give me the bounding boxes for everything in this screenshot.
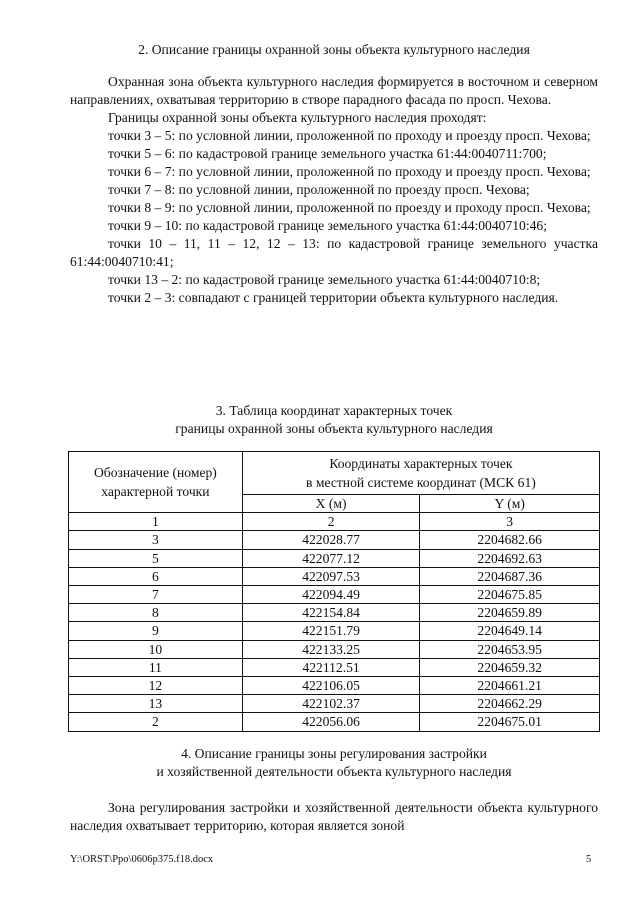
x-coordinate-cell: 422077.12: [242, 549, 420, 567]
y-coordinate-cell: 2204675.85: [420, 586, 600, 604]
table-row: [69, 677, 600, 695]
border-item: точки 8 – 9: по условной линии, проложенной по проезду и проходу просп. Чехова;: [108, 200, 591, 215]
border-item: точки 9 – 10: по кадастровой границе земельного участка 61:44:0040710:46;: [108, 218, 547, 233]
border-item: точки 7 – 8: по условной линии, проложенной по проезду просп. Чехова;: [108, 182, 530, 197]
border-item: точки 13 – 2: по кадастровой границе земельного участка 61:44:0040710:8;: [108, 272, 541, 287]
section-4-title-line2: и хозяйственной деятельности объекта культурного наследия: [156, 764, 512, 779]
table-row: [69, 549, 600, 567]
point-number-header: [69, 452, 243, 513]
point-number-cell: 7: [69, 586, 243, 604]
y-coordinate-cell: 2204692.63: [420, 549, 600, 567]
section-2-body: [70, 73, 598, 307]
y-coordinate-cell: 2204653.95: [420, 640, 600, 658]
borders-lead: Границы охранной зоны объекта культурного наследия проходят:: [108, 110, 487, 125]
y-coordinate-cell: 2204682.66: [420, 531, 600, 549]
coordinates-table: [68, 451, 600, 732]
x-coordinate-cell: 422133.25: [242, 640, 420, 658]
x-coordinate-cell: 422056.06: [242, 713, 420, 731]
table-row: [69, 531, 600, 549]
y-coordinate-cell: 2204661.21: [420, 677, 600, 695]
y-header: Y (м): [420, 495, 600, 513]
section-2-intro: Охранная зона объекта культурного наследия формируется в восточном и северном направлениях, охватывая территорию в створе парадного фасада по просп. Чехова.: [70, 74, 598, 107]
column-number: 1: [69, 513, 243, 531]
table-row: [69, 586, 600, 604]
column-numbering-row: [69, 513, 600, 531]
footer-page-number: 5: [586, 854, 592, 865]
x-coordinate-cell: 422154.84: [242, 604, 420, 622]
point-number-cell: 2: [69, 713, 243, 731]
coordinates-header-line2: в местной системе координат (МСК 61): [306, 475, 536, 490]
x-header: X (м): [242, 495, 420, 513]
y-coordinate-cell: 2204675.01: [420, 713, 600, 731]
point-number-cell: 11: [69, 658, 243, 676]
border-item: точки 2 – 3: совпадают с границей территории объекта культурного наследия.: [108, 290, 559, 305]
table-row: [69, 658, 600, 676]
y-coordinate-cell: 2204649.14: [420, 622, 600, 640]
y-coordinate-cell: 2204659.32: [420, 658, 600, 676]
table-row: [69, 567, 600, 585]
point-number-cell: 10: [69, 640, 243, 658]
section-4-intro: Зона регулирования застройки и хозяйственной деятельности объекта культурного наследия охватывает территорию, которая является зоной: [70, 800, 598, 833]
point-number-cell: 6: [69, 567, 243, 585]
table-row: [69, 640, 600, 658]
table-row: [69, 713, 600, 731]
point-number-cell: 9: [69, 622, 243, 640]
y-coordinate-cell: 2204687.36: [420, 567, 600, 585]
x-coordinate-cell: 422028.77: [242, 531, 420, 549]
point-number-cell: 12: [69, 677, 243, 695]
column-number: 3: [420, 513, 600, 531]
border-item: точки 5 – 6: по кадастровой границе земельного участка 61:44:0040711:700;: [108, 146, 547, 161]
x-coordinate-cell: 422097.53: [242, 567, 420, 585]
point-number-header-line1: Обозначение (номер): [93, 465, 217, 481]
coordinates-header: [242, 452, 599, 495]
section-3-title: [70, 402, 598, 438]
x-coordinate-cell: 422102.37: [242, 695, 420, 713]
border-item: точки 10 – 11, 11 – 12, 12 – 13: по кадастровой границе земельного участка 61:44:0040710:41;: [70, 236, 598, 269]
section-4-body: [70, 799, 598, 835]
section-2-title: 2. Описание границы охранной зоны объекта культурного наследия: [138, 42, 530, 57]
footer-file-path: Y:\ORST\Ppo\0606p375.f18.docx: [70, 854, 214, 865]
coordinates-header-line1: Координаты характерных точек: [329, 456, 513, 471]
section-3-title-line1: 3. Таблица координат характерных точек: [215, 403, 453, 418]
table-row: [69, 695, 600, 713]
y-coordinate-cell: 2204662.29: [420, 695, 600, 713]
section-3-title-line2: границы охранной зоны объекта культурного наследия: [175, 421, 493, 436]
x-coordinate-cell: 422151.79: [242, 622, 420, 640]
y-coordinate-cell: 2204659.89: [420, 604, 600, 622]
x-coordinate-cell: 422094.49: [242, 586, 420, 604]
border-item: точки 3 – 5: по условной линии, проложенной по проходу и проезду просп. Чехова;: [108, 128, 591, 143]
column-number: 2: [242, 513, 420, 531]
point-number-cell: 8: [69, 604, 243, 622]
x-coordinate-cell: 422106.05: [242, 677, 420, 695]
section-4-title-line1: 4. Описание границы зоны регулирования застройки: [181, 746, 487, 761]
point-number-cell: 5: [69, 549, 243, 567]
table-row: [69, 622, 600, 640]
point-number-cell: 3: [69, 531, 243, 549]
section-4-title: [70, 745, 598, 781]
border-item: точки 6 – 7: по условной линии, проложенной по проходу и проезду просп. Чехова;: [108, 164, 591, 179]
point-number-cell: 13: [69, 695, 243, 713]
x-coordinate-cell: 422112.51: [242, 658, 420, 676]
point-number-header-line2: характерной точки: [101, 484, 210, 500]
table-row: [69, 604, 600, 622]
